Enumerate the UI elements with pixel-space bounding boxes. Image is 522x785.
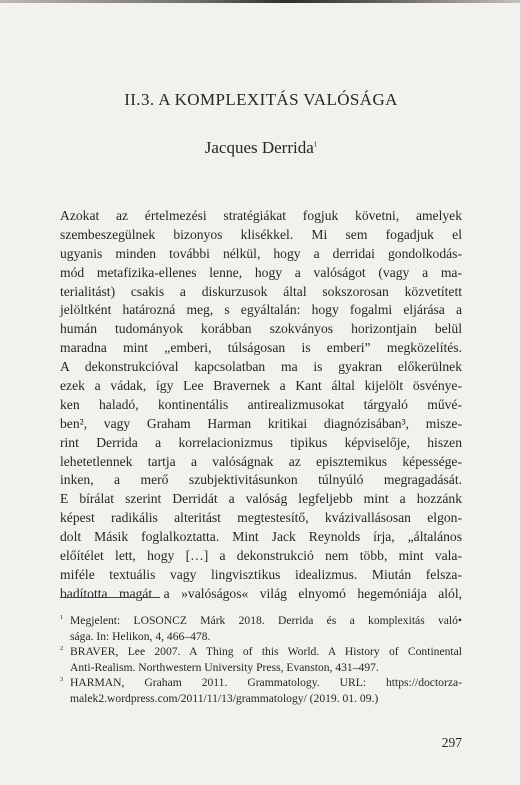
body-line: inken, a merő szubjektivitásunkon túlnyúló megragadását. <box>60 472 462 488</box>
footnote-line: Anti-Realism. Northwestern University Press, Evanston, 431–497. <box>70 660 379 674</box>
body-line: maradna mint „emberi, túlságosan is emberi” megközelítés. <box>60 340 462 356</box>
chapter-title: II.3. A KOMPLEXITÁS VALÓSÁGA <box>124 90 398 109</box>
body-text <box>60 207 462 604</box>
body-line: badította magát a »valóságos« világ elnyomó hegemóniája alól, <box>60 585 462 601</box>
body-line: mód metafizika-ellenes lenne, hogy a valóságot (vagy a ma- <box>60 264 462 280</box>
body-line: szembeszegülnek bizonyos klisékkel. Mi sem fogadjuk el <box>60 226 462 242</box>
body-line: jelöltként határozná meg, s egyáltalán: hogy fogalmi eljárása a <box>60 302 462 318</box>
footnote-line: $^3$ HARMAN, Graham 2011. Grammatology. URL: https://doctorza- <box>60 676 462 690</box>
page-top-edge <box>0 0 522 3</box>
footnote-rule <box>60 597 160 598</box>
body-line: A dekonstrukcióval kapcsolatban ma is gyakran előkerülnek <box>60 359 462 375</box>
body-line: ken haladó, kontinentális antirealizmusokat tárgyaló művé- <box>60 396 462 412</box>
footnote-number: 1 <box>60 614 64 622</box>
body-line: Azokat az értelmezési stratégiákat fogjuk követni, amelyek <box>60 208 462 223</box>
footnote-1 <box>60 613 462 644</box>
body-line: ben², vagy Graham Harman kritikai diagnózisában³, misze- <box>60 415 462 431</box>
author-name: Jacques Derrida <box>204 138 314 157</box>
body-line: humán tudományok korábban szokványos horizontjain belül <box>60 321 462 337</box>
footnote-line: sága. In: Helikon, 4, 466–478. <box>70 629 211 643</box>
body-line: képest radikális alteritást megtestesítő, kvázivallásosan elgon- <box>60 510 462 526</box>
author-footnote-ref: 1 <box>313 140 318 149</box>
footnote-line: $^1$ Megjelent: LOSONCZ Márk 2018. Derrida és a komplexitás való• <box>60 614 462 627</box>
body-line: ezek a vádak, így Lee Bravernek a Kant által kijelölt ösvénye- <box>60 378 462 394</box>
footnotes <box>60 613 462 707</box>
body-line: dolt Másik foglalkoztatta. Mint Jack Reynolds írja, „általános <box>60 529 462 545</box>
body-line: miféle textuális vagy lingvisztikus idealizmus. Miután felsza- <box>60 566 462 582</box>
footnote-number: 3 <box>60 676 64 684</box>
body-line: rint Derrida a korrelacionizmus tipikus képviselője, hiszen <box>60 434 462 450</box>
author-heading <box>0 138 522 158</box>
footnote-number: 2 <box>60 645 64 653</box>
footnote-2 <box>60 644 462 675</box>
body-line: ugyanis minden további nélkül, hogy a derridai gondolkodás- <box>60 245 462 261</box>
body-line: terialitást) csakis a diskurzusok által sokszorosan közvetített <box>60 283 462 299</box>
body-line: E bírálat szerint Derridát a valóság legfeljebb mint a hozzánk <box>60 491 462 507</box>
footnote-line: malek2.wordpress.com/2011/11/13/grammatology/ (2019. 01. 09.) <box>70 691 379 705</box>
body-line: lehetetlennek tartja a valóságnak az episztemikus képessége- <box>60 453 462 469</box>
footnote-3 <box>60 675 462 706</box>
footnote-line: $^2$ BRAVER, Lee 2007. A Thing of this World. A History of Continental <box>60 645 462 659</box>
body-line: előítélet lett, hogy […] a dekonstrukció nem több, mint vala- <box>60 548 462 564</box>
page-number: 297 <box>441 735 462 750</box>
